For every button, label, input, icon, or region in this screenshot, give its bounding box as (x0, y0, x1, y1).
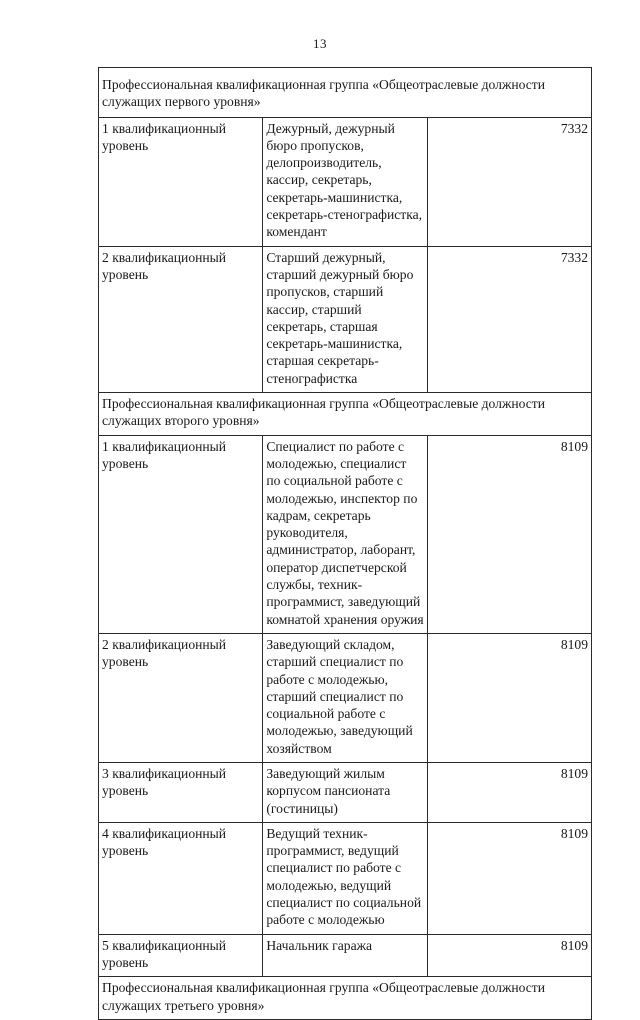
group-title: Профессиональная квалификационная группа «Общеотраслевые должности служащих первого уровня» (99, 68, 592, 118)
salary-value: 8109 (427, 934, 591, 977)
salary-value: 8109 (427, 435, 591, 633)
qualification-level: 5 квалификационный уровень (99, 934, 263, 977)
qualification-level: 1 квалификационный уровень (99, 435, 263, 633)
positions-list: Специалист по работе с молодежью, специалист по социальной работе с молодежью, инспектор по кадрам, секретарь руководителя, администратор, лаборант, оператор диспетчерской службы, техник-программист, заведующий комнатой хранения оружия (263, 435, 427, 633)
salary-value: 8109 (427, 822, 591, 934)
positions-list: Заведующий жилым корпусом пансионата (гостиницы) (263, 762, 427, 822)
table-row (99, 435, 592, 633)
table-row (99, 633, 592, 762)
qualification-level: 4 квалификационный уровень (99, 822, 263, 934)
table-row (99, 934, 592, 977)
positions-list: Ведущий техник-программист, ведущий специалист по работе с молодежью, ведущий специалист по социальной работе с молодежью (263, 822, 427, 934)
group-title: Профессиональная квалификационная группа «Общеотраслевые должности служащих второго уровня» (99, 393, 592, 436)
table-row (99, 822, 592, 934)
group-title: Профессиональная квалификационная группа «Общеотраслевые должности служащих третьего уровня» (99, 977, 592, 1020)
qualification-level: 2 квалификационный уровень (99, 246, 263, 392)
salary-value: 8109 (427, 762, 591, 822)
table-row (99, 246, 592, 392)
group-header-row (99, 393, 592, 436)
positions-list: Заведующий складом, старший специалист по работе с молодежью, старший специалист по социальной работе с молодежью, заведующий хозяйством (263, 633, 427, 762)
positions-list: Начальник гаража (263, 934, 427, 977)
page-number: 13 (313, 36, 327, 51)
qualification-level: 3 квалификационный уровень (99, 762, 263, 822)
salary-table (98, 67, 592, 1020)
group-header-row (99, 68, 592, 118)
salary-value: 8109 (427, 633, 591, 762)
salary-value: 7332 (427, 117, 591, 246)
positions-list: Дежурный, дежурный бюро пропусков, делопроизводитель, кассир, секретарь, секретарь-машинистка, секретарь-стенографистка, комендант (263, 117, 427, 246)
qualification-level: 1 квалификационный уровень (99, 117, 263, 246)
qualification-level: 2 квалификационный уровень (99, 633, 263, 762)
table-row (99, 117, 592, 246)
group-header-row (99, 977, 592, 1020)
positions-list: Старший дежурный, старший дежурный бюро пропусков, старший кассир, старший секретарь, старшая секретарь-машинистка, старшая секретарь-стенографистка (263, 246, 427, 392)
salary-value: 7332 (427, 246, 591, 392)
table-row (99, 762, 592, 822)
